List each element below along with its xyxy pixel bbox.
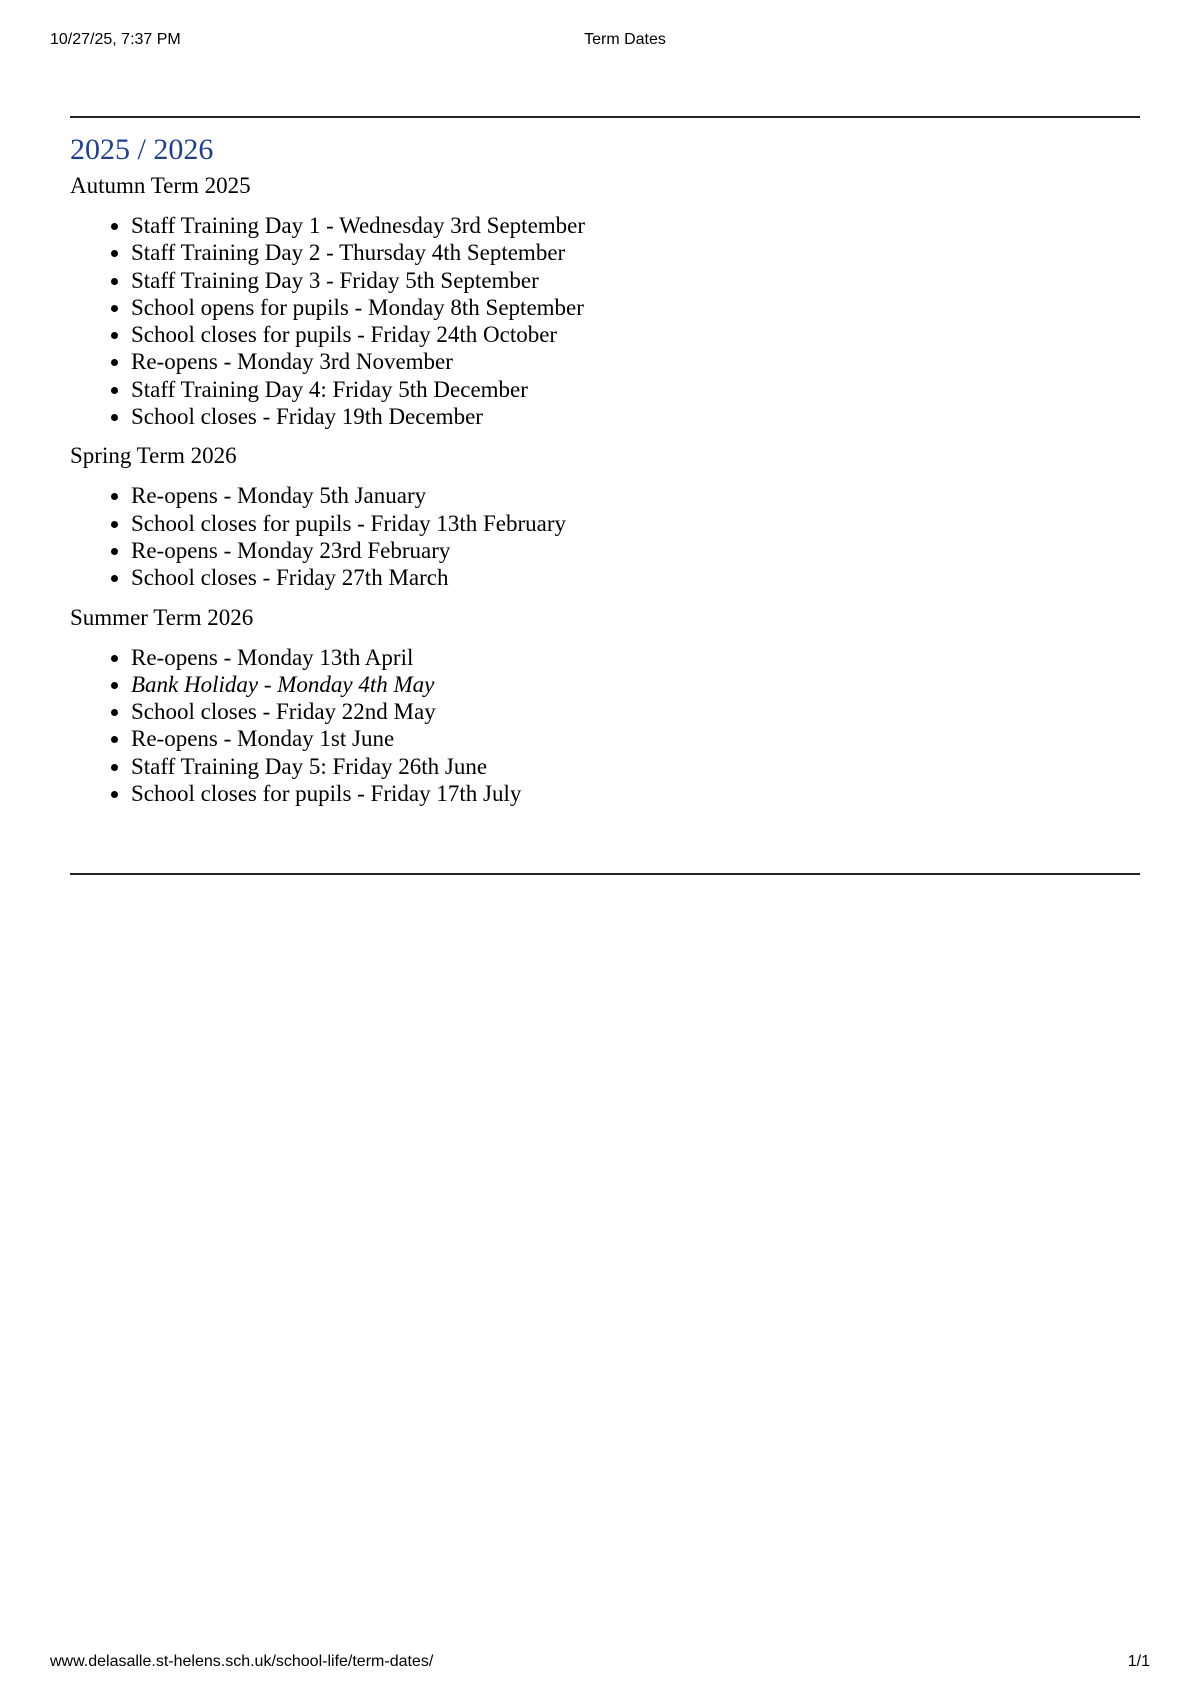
list-item: • School closes - Friday 22nd May — [131, 698, 1140, 725]
list-item: • School closes for pupils - Friday 24th October — [131, 321, 1140, 348]
list-item: • Staff Training Day 2 - Thursday 4th September — [131, 239, 1140, 266]
list-item: • School closes for pupils - Friday 17th July — [131, 780, 1140, 807]
term-title: Summer Term 2026 — [70, 604, 254, 630]
term-autumn — [70, 172, 1140, 430]
page-number: 1/1 — [1127, 1653, 1150, 1670]
year-heading: 2025 / 2026 — [70, 133, 214, 166]
term-date-list — [70, 212, 1140, 430]
list-item-bank-holiday: • Bank Holiday - Monday 4th May — [131, 671, 1140, 698]
list-item: • School closes - Friday 27th March — [131, 564, 1140, 591]
list-item: • Re-opens - Monday 5th January — [131, 482, 1140, 509]
term-title: Spring Term 2026 — [70, 443, 237, 469]
print-url: www.delasalle.st-helens.sch.uk/school-life/term-dates/ — [50, 1653, 434, 1670]
top-divider — [70, 116, 1140, 118]
term-summer — [70, 604, 1140, 808]
list-item: • Re-opens - Monday 1st June — [131, 725, 1140, 752]
list-item: • Staff Training Day 3 - Friday 5th September — [131, 267, 1140, 294]
list-item: • Staff Training Day 4: Friday 5th December — [131, 376, 1140, 403]
term-date-list — [70, 644, 1140, 808]
list-item: • School opens for pupils - Monday 8th September — [131, 294, 1140, 321]
list-item: • School closes - Friday 19th December — [131, 403, 1140, 430]
term-dates-content — [70, 116, 1140, 875]
print-footer — [50, 1652, 1150, 1672]
list-item: • Re-opens - Monday 23rd February — [131, 537, 1140, 564]
list-item: • Staff Training Day 1 - Wednesday 3rd September — [131, 212, 1140, 239]
list-item: • Re-opens - Monday 13th April — [131, 644, 1140, 671]
list-item: • Re-opens - Monday 3rd November — [131, 348, 1140, 375]
term-spring — [70, 442, 1140, 591]
print-datetime: 10/27/25, 7:37 PM — [50, 31, 181, 48]
print-header — [50, 30, 1150, 50]
bottom-divider — [70, 873, 1140, 875]
term-date-list — [70, 482, 1140, 591]
list-item: • School closes for pupils - Friday 13th February — [131, 510, 1140, 537]
term-title: Autumn Term 2025 — [70, 173, 251, 198]
list-item: • Staff Training Day 5: Friday 26th June — [131, 753, 1140, 780]
print-page-title: Term Dates — [584, 31, 666, 48]
